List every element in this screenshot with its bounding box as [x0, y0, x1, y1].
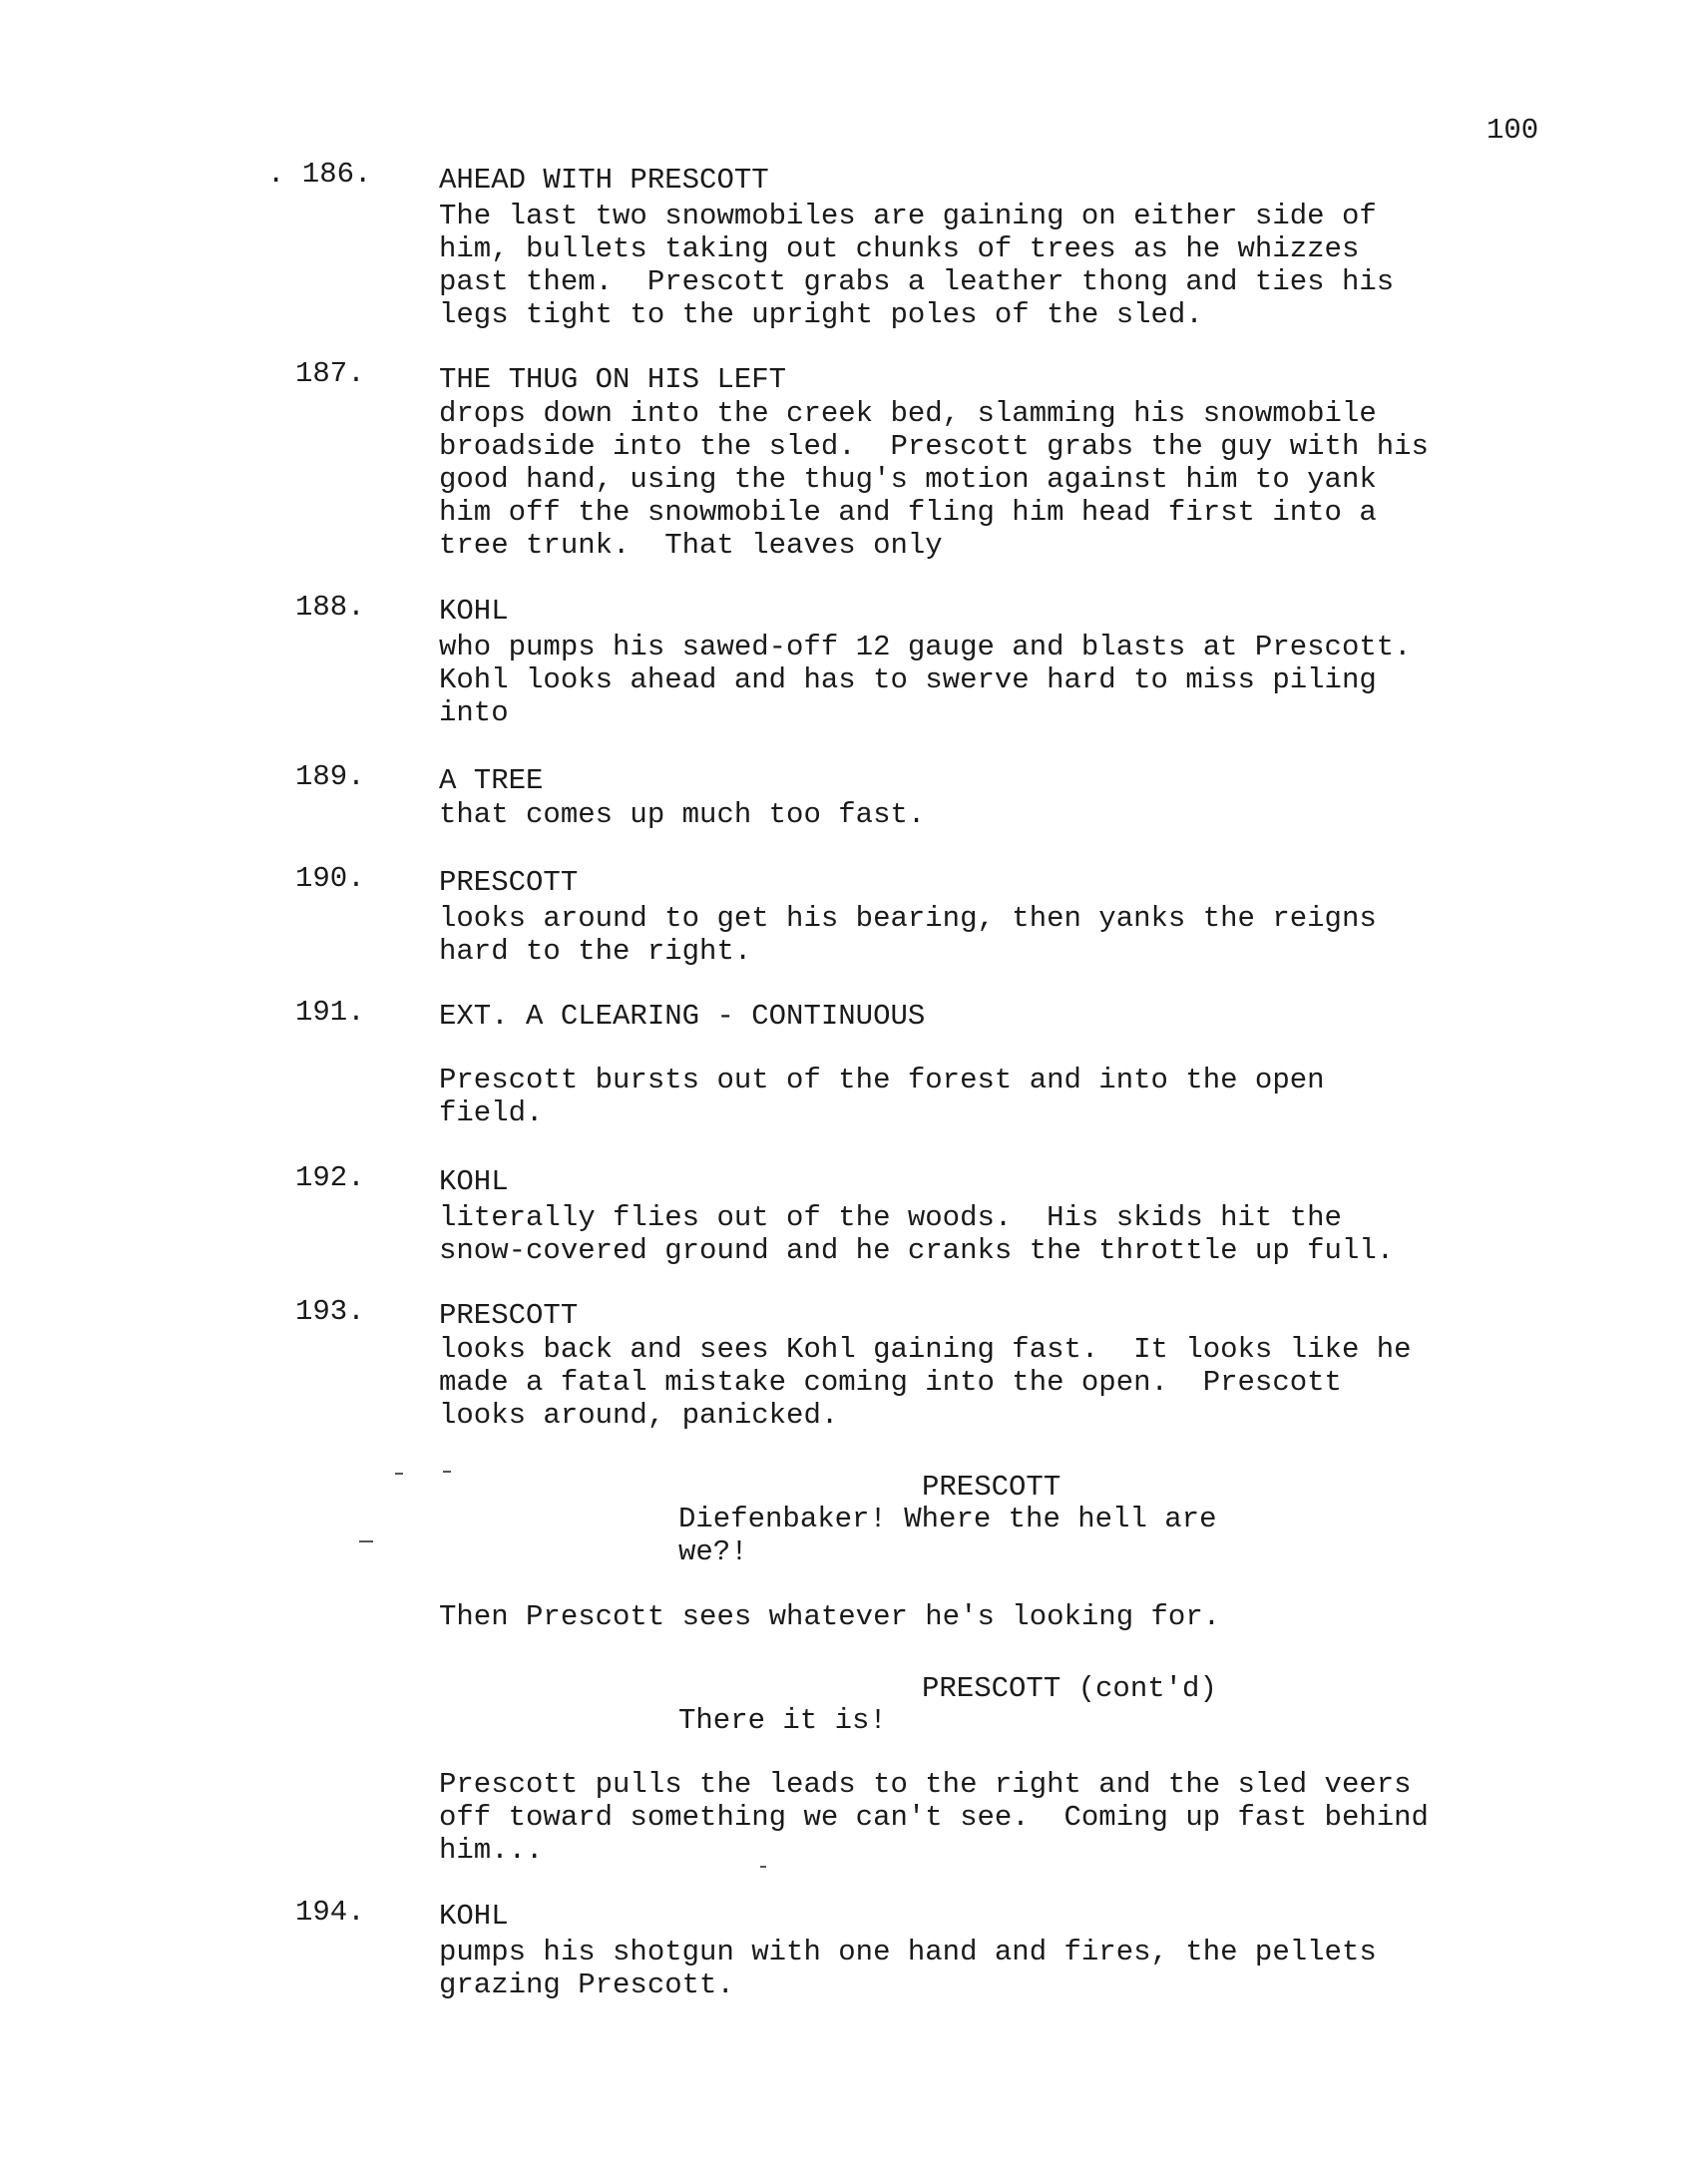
scene-heading: PRESCOTT	[439, 866, 579, 899]
page-number: 100	[1486, 114, 1539, 147]
scene-number: 189.	[295, 760, 365, 793]
scene-number: 190.	[295, 862, 365, 895]
action-text: looks around to get his bearing, then yanks the reigns hard to the right.	[439, 902, 1377, 968]
scene-heading: PRESCOTT	[439, 1299, 579, 1332]
action-text: drops down into the creek bed, slamming his snowmobile broadside into the sled. Prescott grabs the guy with his good hand, using the thug's motion against him to yank him off the snowmobile and fling him head first into a tree trunk. That leaves only	[439, 397, 1429, 562]
action-text: Then Prescott sees whatever he's looking for.	[439, 1600, 1221, 1633]
action-text: literally flies out of the woods. His skids hit the snow-covered ground and he cranks the throttle up full.	[439, 1201, 1395, 1267]
dialogue-text: Diefenbaker! Where the hell are we?!	[678, 1503, 1217, 1568]
scene-number: 191.	[295, 996, 365, 1029]
action-text: Prescott bursts out of the forest and into the open field.	[439, 1064, 1325, 1129]
action-text: pumps his shotgun with one hand and fires, the pellets grazing Prescott.	[439, 1936, 1377, 2001]
scene-number: 193.	[295, 1295, 365, 1328]
action-text: that comes up much too fast.	[439, 798, 926, 831]
scene-number: 187.	[295, 357, 365, 390]
scene-number: . 186.	[267, 158, 372, 191]
dialogue-text: There it is!	[678, 1704, 887, 1737]
scene-number: 194.	[295, 1896, 365, 1929]
scene-heading: AHEAD WITH PRESCOTT	[439, 164, 769, 197]
scene-heading: KOHL	[439, 1900, 509, 1933]
scene-heading: KOHL	[439, 595, 509, 628]
character-name: PRESCOTT (cont'd)	[922, 1672, 1217, 1705]
action-text: looks back and sees Kohl gaining fast. It looks like he made a fatal mistake coming into the open. Prescott looks around, panicked.	[439, 1333, 1412, 1432]
character-name: PRESCOTT	[922, 1471, 1061, 1504]
scene-number: 188.	[295, 591, 365, 624]
scan-speck	[760, 1866, 766, 1868]
action-text: Prescott pulls the leads to the right and the sled veers off toward something we can't see. Coming up fast behind him...	[439, 1768, 1429, 1867]
scene-heading: EXT. A CLEARING - CONTINUOUS	[439, 1000, 926, 1033]
scan-speck	[359, 1540, 373, 1542]
scene-number: 192.	[295, 1161, 365, 1194]
scene-heading: KOHL	[439, 1165, 509, 1198]
scan-speck	[395, 1473, 403, 1475]
scene-heading: THE THUG ON HIS LEFT	[439, 363, 787, 396]
scan-speck	[443, 1471, 451, 1473]
scene-heading: A TREE	[439, 764, 544, 797]
action-text: who pumps his sawed-off 12 gauge and blasts at Prescott. Kohl looks ahead and has to swerve hard to miss piling into	[439, 631, 1412, 729]
action-text: The last two snowmobiles are gaining on either side of him, bullets taking out chunks of trees as he whizzes past them. Prescott grabs a leather thong and ties his legs tight to the upright poles of the sled.	[439, 200, 1395, 331]
